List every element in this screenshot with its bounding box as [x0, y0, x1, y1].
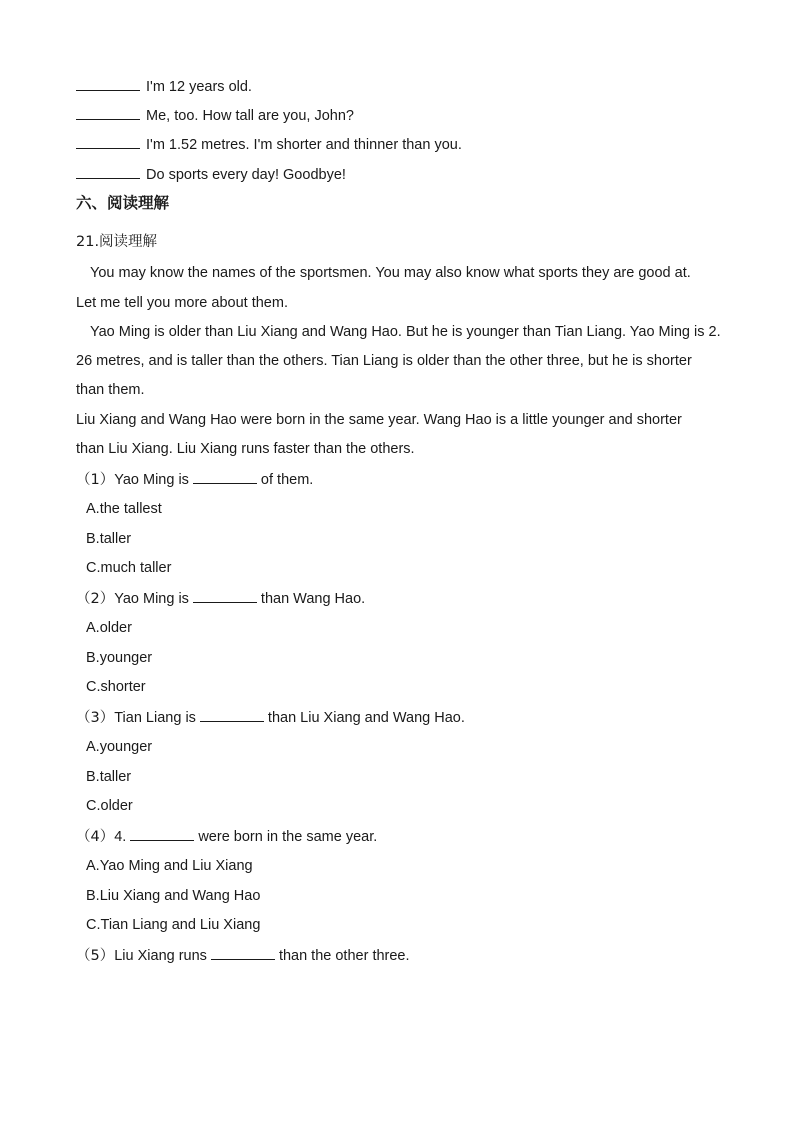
option-c[interactable]: C.Tian Liang and Liu Xiang: [86, 917, 261, 933]
answer-blank[interactable]: [200, 708, 264, 722]
option-a[interactable]: A.Yao Ming and Liu Xiang: [86, 858, 253, 874]
passage-line: than them.: [76, 382, 145, 398]
option-b[interactable]: B.Liu Xiang and Wang Hao: [86, 888, 261, 904]
question-number: （3）: [76, 710, 115, 726]
question-5: [76, 946, 410, 965]
option-c[interactable]: C.much taller: [86, 560, 172, 576]
dialogue-text: Do sports every day! Goodbye!: [146, 167, 346, 183]
option-b[interactable]: B.younger: [86, 650, 153, 666]
question-stem-before: Tian Liang is: [114, 710, 196, 726]
answer-blank[interactable]: [76, 106, 140, 120]
dialogue-text: I'm 1.52 metres. I'm shorter and thinner than you.: [146, 137, 462, 153]
question-stem-after: than Wang Hao.: [260, 591, 366, 607]
answer-blank[interactable]: [76, 77, 140, 91]
option-a[interactable]: A.older: [86, 620, 132, 636]
question-stem-after: were born in the same year.: [198, 829, 378, 845]
question-3: [76, 708, 465, 727]
option-c[interactable]: C.older: [86, 798, 133, 814]
dialogue-line-3: [76, 135, 462, 154]
section-title: 六、阅读理解: [76, 194, 170, 212]
answer-blank[interactable]: [193, 589, 257, 603]
question-number: （5）: [76, 948, 115, 964]
question-number: （2）: [76, 591, 115, 607]
answer-blank[interactable]: [193, 470, 257, 484]
option-a[interactable]: A.the tallest: [86, 501, 162, 517]
passage-line: Let me tell you more about them.: [76, 295, 288, 311]
answer-blank[interactable]: [211, 946, 275, 960]
answer-blank[interactable]: [76, 135, 140, 149]
question-4: [76, 827, 377, 846]
passage-line: You may know the names of the sportsmen. You may also know what sports they are good at.: [90, 265, 691, 281]
passage-line: than Liu Xiang. Liu Xiang runs faster than the others.: [76, 441, 415, 457]
dialogue-line-4: [76, 165, 346, 184]
option-a[interactable]: A.younger: [86, 739, 153, 755]
answer-blank[interactable]: [130, 827, 194, 841]
question-2: [76, 589, 365, 608]
question-stem-before: Liu Xiang runs: [114, 948, 207, 964]
option-c[interactable]: C.shorter: [86, 679, 146, 695]
option-b[interactable]: B.taller: [86, 769, 132, 785]
question-title: 21.阅读理解: [76, 234, 158, 250]
passage-line: 26 metres, and is taller than the others. Tian Liang is older than the other three, but he is shorter: [76, 353, 692, 369]
question-stem-after: of them.: [260, 472, 314, 488]
question-stem-after: than the other three.: [278, 948, 410, 964]
question-number: （4）: [76, 829, 115, 845]
passage-line: Yao Ming is older than Liu Xiang and Wang Hao. But he is younger than Tian Liang. Yao Ming is 2.: [90, 324, 721, 340]
dialogue-text: Me, too. How tall are you, John?: [146, 108, 354, 124]
question-stem-after: than Liu Xiang and Wang Hao.: [267, 710, 465, 726]
dialogue-text: I'm 12 years old.: [146, 79, 252, 95]
answer-blank[interactable]: [76, 165, 140, 179]
question-stem-before: 4.: [114, 829, 127, 845]
option-b[interactable]: B.taller: [86, 531, 132, 547]
question-1: [76, 470, 313, 489]
dialogue-line-2: [76, 106, 354, 125]
question-stem-before: Yao Ming is: [114, 472, 189, 488]
question-number: （1）: [76, 472, 115, 488]
passage-line: Liu Xiang and Wang Hao were born in the same year. Wang Hao is a little younger and shorter: [76, 412, 682, 428]
dialogue-line-1: [76, 77, 252, 96]
question-stem-before: Yao Ming is: [114, 591, 189, 607]
